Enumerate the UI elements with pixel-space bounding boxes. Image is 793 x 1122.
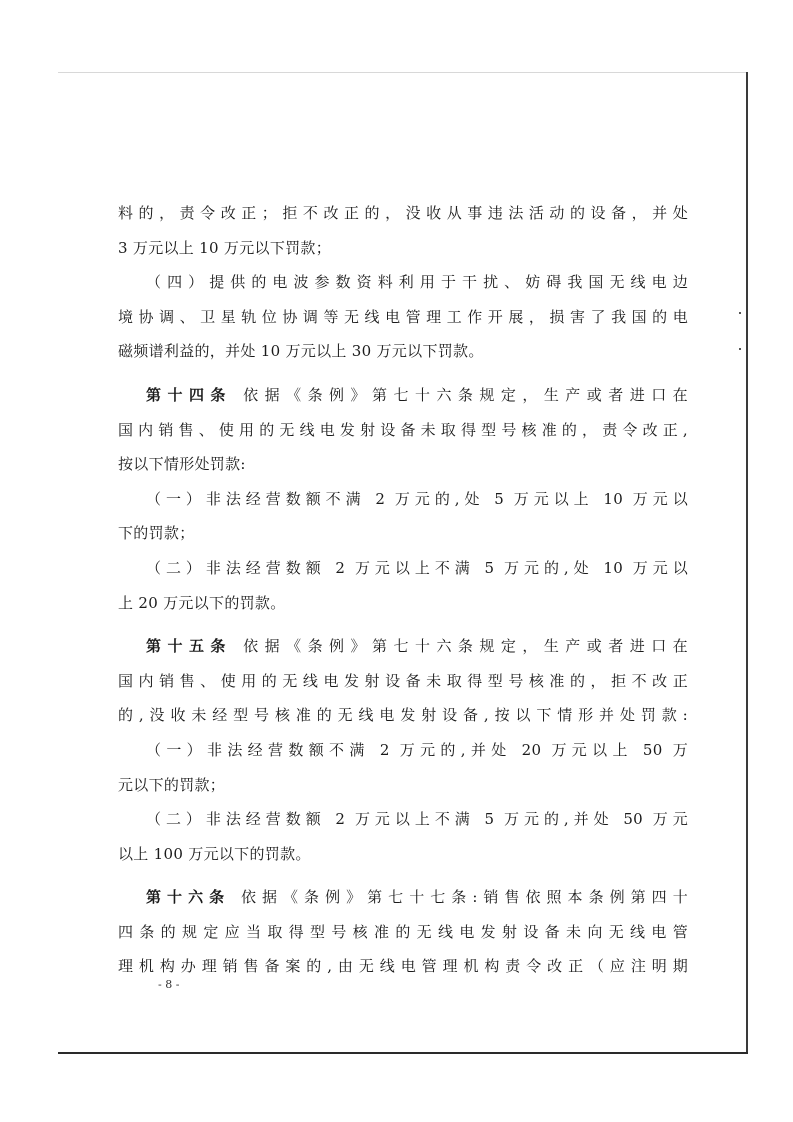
text-line: 依据《条例》第七十六条规定，生产或者进口在	[243, 637, 688, 656]
text-line: 料的，责令改正；拒不改正的，没收从事违法活动的设备，并处	[118, 204, 688, 222]
scan-marks	[735, 300, 745, 360]
text-line: （二）非法经营数额 2 万元以上不满 5 万元的,并处 50 万元	[146, 810, 688, 829]
page-number: - 8 -	[158, 978, 180, 991]
text-line: 元以下的罚款；	[118, 775, 226, 794]
text-line: （二）非法经营数额 2 万元以上不满 5 万元的,处 10 万元以	[146, 558, 688, 577]
text-line: 四条的规定应当取得型号核准的无线电发射设备未向无线电管	[118, 922, 688, 941]
text-line: 理机构办理销售备案的,由无线电管理机构责令改正（应注明期	[118, 957, 688, 976]
text-line: 的,没收未经型号核准的无线电发射设备,按以下情形并处罚款:	[118, 706, 688, 725]
article-heading: 第十六条	[146, 888, 231, 907]
article-16-first-line	[118, 880, 688, 915]
document-body	[118, 196, 688, 984]
text-line: 下的罚款；	[118, 524, 195, 543]
text-line: 磁频谱利益的，并处 10 万元以上 30 万元以下罚款。	[118, 342, 484, 361]
text-line: （一）非法经营数额不满 2 万元的,并处 20 万元以上 50 万	[146, 740, 688, 759]
text-line: 3 万元以上 10 万元以下罚款；	[118, 238, 332, 257]
text-line: 依据《条例》第七十六条规定，生产或者进口在	[243, 385, 688, 404]
text-line: 国内销售、使用的无线电发射设备未取得型号核准的，责令改正,	[118, 420, 688, 439]
text-line: （四）提供的电波参数资料利用于干扰、妨碍我国无线电边	[146, 273, 688, 292]
text-line: 境协调、卫星轨位协调等无线电管理工作开展，损害了我国的电	[118, 307, 688, 326]
article-15-first-line	[118, 629, 688, 664]
scan-edge-bottom	[58, 1052, 748, 1054]
article-heading: 第十四条	[146, 385, 232, 404]
text-line: 按以下情形处罚款:	[118, 455, 246, 474]
text-line: （一）非法经营数额不满 2 万元的,处 5 万元以上 10 万元以	[146, 489, 688, 508]
article-14-first-line	[118, 378, 688, 413]
scan-edge-top	[58, 72, 748, 73]
scan-edge-right	[746, 72, 748, 1054]
text-line: 上 20 万元以下的罚款。	[118, 593, 286, 612]
text-line: 以上 100 万元以下的罚款。	[118, 844, 311, 863]
text-line: 国内销售、使用的无线电发射设备未取得型号核准的，拒不改正	[118, 671, 688, 690]
article-heading: 第十五条	[146, 637, 232, 656]
text-line: 依据《条例》第七十七条:销售依照本条例第四十	[240, 888, 689, 907]
